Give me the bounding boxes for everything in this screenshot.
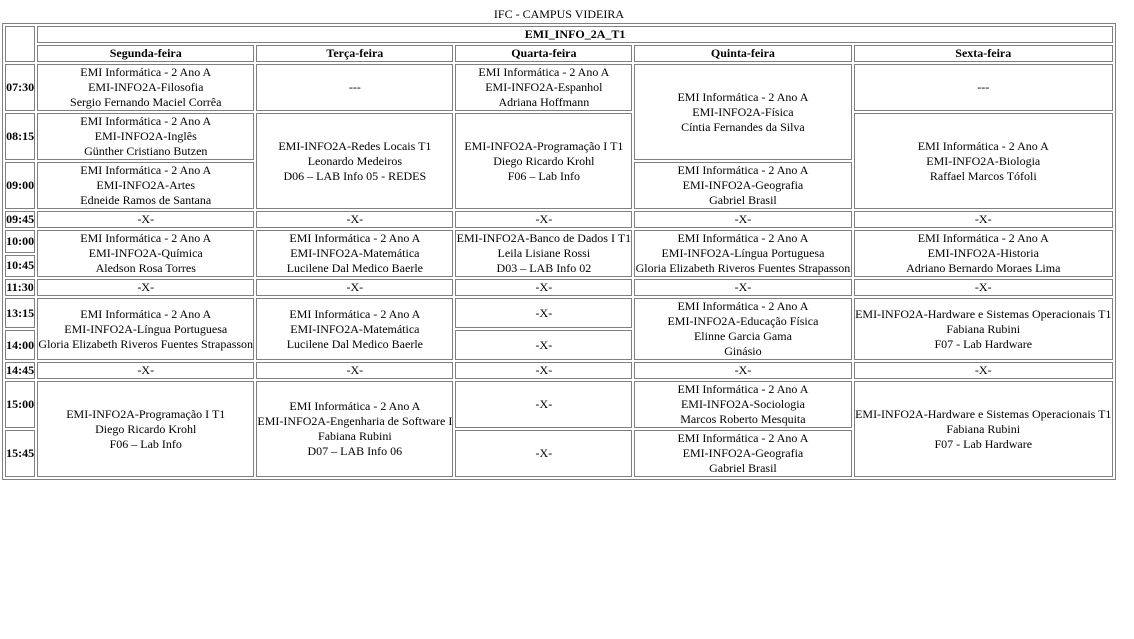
break-cell: -X-: [455, 381, 632, 428]
class-cell: EMI Informática - 2 Ano A EMI-INFO2A-Geografia Gabriel Brasil: [634, 162, 851, 209]
break-cell: -X-: [854, 279, 1113, 296]
time-label: 08:15: [5, 113, 35, 160]
time-label: 10:00: [5, 230, 35, 253]
break-cell: -X-: [634, 362, 851, 379]
break-cell: -X-: [455, 211, 632, 228]
class-cell: EMI Informática - 2 Ano A EMI-INFO2A-Engenharia de Software I Fabiana Rubini D07 – LAB Info 06: [256, 381, 453, 477]
break-cell: -X-: [455, 298, 632, 328]
time-label: 09:00: [5, 162, 35, 209]
class-cell: EMI Informática - 2 Ano A EMI-INFO2A-Matemática Lucilene Dal Medico Baerle: [256, 230, 453, 277]
break-cell: -X-: [634, 211, 851, 228]
time-row-1315: [5, 298, 1113, 328]
time-row-0730: [5, 64, 1113, 111]
class-cell: EMI Informática - 2 Ano A EMI-INFO2A-Inglês Günther Cristiano Butzen: [37, 113, 254, 160]
class-cell: EMI-INFO2A-Programação I T1 Diego Ricardo Krohl F06 – Lab Info: [37, 381, 254, 477]
time-row-1445: [5, 362, 1113, 379]
break-cell: -X-: [37, 211, 254, 228]
class-header-row: [5, 26, 1113, 43]
time-label: 07:30: [5, 64, 35, 111]
empty-slot: ---: [854, 64, 1113, 111]
class-cell: EMI Informática - 2 Ano A EMI-INFO2A-Biologia Raffael Marcos Tófoli: [854, 113, 1113, 209]
class-cell: EMI-INFO2A-Hardware e Sistemas Operacionais T1 Fabiana Rubini F07 - Lab Hardware: [854, 298, 1113, 360]
time-label: 15:00: [5, 381, 35, 428]
class-cell: EMI Informática - 2 Ano A EMI-INFO2A-Historia Adriano Bernardo Moraes Lima: [854, 230, 1113, 277]
break-cell: -X-: [37, 279, 254, 296]
time-label: 11:30: [6, 280, 34, 294]
break-cell: -X-: [256, 279, 453, 296]
break-cell: -X-: [256, 211, 453, 228]
day-header-tuesday: Terça-feira: [256, 45, 453, 62]
break-cell: -X-: [455, 362, 632, 379]
class-cell: EMI Informática - 2 Ano A EMI-INFO2A-Educação Física Elinne Garcia Gama Ginásio: [634, 298, 851, 360]
time-row-0945: [5, 211, 1113, 228]
class-cell: EMI Informática - 2 Ano A EMI-INFO2A-Sociologia Marcos Roberto Mesquita: [634, 381, 851, 428]
break-cell: -X-: [256, 362, 453, 379]
break-cell: -X-: [854, 211, 1113, 228]
class-cell: EMI Informática - 2 Ano A EMI-INFO2A-Artes Edneide Ramos de Santana: [37, 162, 254, 209]
class-cell: EMI Informática - 2 Ano A EMI-INFO2A-Matemática Lucilene Dal Medico Baerle: [256, 298, 453, 360]
corner-cell: [5, 26, 35, 62]
class-cell: EMI-INFO2A-Programação I T1 Diego Ricardo Krohl F06 – Lab Info: [455, 113, 632, 209]
break-cell: -X-: [634, 279, 851, 296]
class-cell: EMI Informática - 2 Ano A EMI-INFO2A-Geografia Gabriel Brasil: [634, 430, 851, 477]
time-row-0815: [5, 113, 1113, 160]
day-header-wednesday: Quarta-feira: [455, 45, 632, 62]
page-title: IFC - CAMPUS VIDEIRA: [493, 7, 625, 21]
class-cell: EMI Informática - 2 Ano A EMI-INFO2A-Química Aledson Rosa Torres: [37, 230, 254, 277]
time-label: 13:15: [5, 298, 35, 328]
time-label: 09:45: [6, 212, 35, 226]
day-header-monday: Segunda-feira: [37, 45, 254, 62]
time-label: 14:00: [5, 330, 35, 360]
class-cell: EMI-INFO2A-Redes Locais T1 Leonardo Medeiros D06 – LAB Info 05 - REDES: [256, 113, 453, 209]
class-cell: EMI Informática - 2 Ano A EMI-INFO2A-Física Cíntia Fernandes da Silva: [634, 64, 851, 160]
class-cell: EMI Informática - 2 Ano A EMI-INFO2A-Espanhol Adriana Hoffmann: [455, 64, 632, 111]
empty-slot: ---: [256, 64, 453, 111]
class-cell: EMI Informática - 2 Ano A EMI-INFO2A-Língua Portuguesa Gloria Elizabeth Riveros Fuentes Strapasson: [635, 231, 851, 275]
class-cell: EMI-INFO2A-Banco de Dados I T1 Leila Lisiane Rossi D03 – LAB Info 02: [456, 231, 632, 275]
time-label: 10:45: [5, 255, 35, 278]
time-label: 15:45: [5, 430, 35, 477]
day-header-thursday: Quinta-feira: [634, 45, 851, 62]
class-cell: EMI-INFO2A-Hardware e Sistemas Operacionais T1 Fabiana Rubini F07 - Lab Hardware: [854, 381, 1113, 477]
class-cell: EMI Informática - 2 Ano A EMI-INFO2A-Filosofia Sergio Fernando Maciel Corrêa: [37, 64, 254, 111]
time-label: 14:45: [6, 363, 35, 377]
schedule-table: [2, 23, 1116, 480]
day-header-row: [5, 45, 1113, 62]
break-cell: -X-: [37, 362, 254, 379]
break-cell: -X-: [854, 362, 1113, 379]
break-cell: -X-: [455, 430, 632, 477]
day-header-friday: Sexta-feira: [854, 45, 1113, 62]
class-name: EMI_INFO_2A_T1: [37, 26, 1113, 43]
time-row-1500: [5, 381, 1113, 428]
class-cell: EMI Informática - 2 Ano A EMI-INFO2A-Língua Portuguesa Gloria Elizabeth Riveros Fuentes Strapasson: [37, 298, 254, 360]
break-cell: -X-: [455, 330, 632, 360]
time-row-1130: [5, 279, 1113, 296]
time-row-1000: [5, 230, 1113, 253]
break-cell: -X-: [455, 279, 632, 296]
